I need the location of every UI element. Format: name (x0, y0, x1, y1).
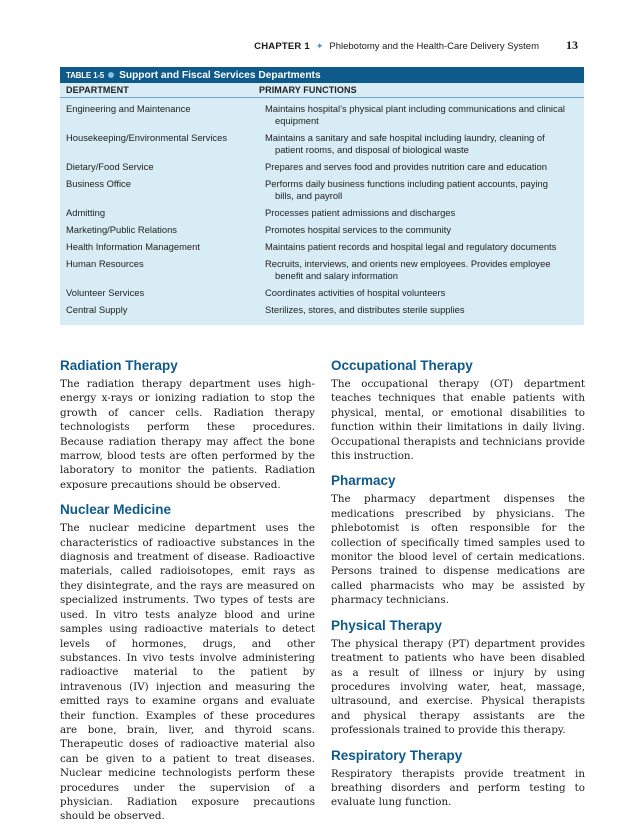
department-cell: Engineering and Maintenance (66, 103, 191, 114)
table-number: TABLE 1-5 (66, 70, 105, 80)
table-title: Support and Fiscal Services Departments (119, 69, 321, 81)
physical-therapy-text: The physical therapy (PT) department provides treatment to patients who have been disabled as a result of illness or injury by using procedures involving water, heat, massage, ultrasound, and exercise. Physical therapists and physical therapy assistants are the professionals trained to provide this therapy. (331, 637, 585, 737)
table-header-row (60, 83, 584, 98)
function-cell: Processes patient admissions and discharges (265, 207, 456, 218)
table-row (60, 161, 584, 173)
separator-icon: ✦ (315, 41, 324, 51)
chapter-label: CHAPTER 1 (254, 41, 310, 52)
table-row (60, 304, 584, 316)
department-cell: Central Supply (66, 304, 128, 315)
department-cell: Health Information Management (66, 241, 200, 252)
table-row (60, 103, 584, 127)
physical-therapy-heading: Physical Therapy (331, 617, 443, 633)
bullet-icon (108, 72, 114, 78)
pharmacy-heading: Pharmacy (331, 473, 396, 489)
right-column (331, 358, 585, 810)
occupational-therapy-text: The occupational therapy (OT) department teaches techniques that enable patients with physical, mental, or emotional disabilities to function within their limitations in daily living. Occupational therapists and technicians provide this instruction. (331, 378, 585, 463)
table-row (60, 258, 584, 282)
column-header-functions: PRIMARY FUNCTIONS (259, 85, 357, 95)
chapter-title: Phlebotomy and the Health-Care Delivery System (329, 41, 539, 52)
department-cell: Housekeeping/Environmental Services (66, 132, 228, 143)
function-cell: Prepares and serves food and provides nutrition care and education (265, 161, 547, 172)
department-cell: Marketing/Public Relations (66, 224, 177, 235)
department-cell: Volunteer Services (66, 287, 145, 298)
nuclear-medicine-text: The nuclear medicine department uses the characteristics of radioactive substances in the diagnosis and treatment of disease. Radioactive materials, called radioisotopes, emit rays as they disintegrate, and the rays are measured on specialized instruments. Two types of tests are used. In vitro tests analyze blood and urine samples using radioactive materials to detect levels of hormones, drugs, and other substances. In vivo tests involve administering radioactive material to the patient by intravenous (IV) injection and measuring the emitted rays to examine organs and evaluate their function. Examples of these procedures are bone, brain, liver, and thyroid scans. Therapeutic doses of radioactive material also can be given to a patient to treat diseases. Nuclear medicine technologists perform these procedures under the supervision of a physician. Radiation exposure precautions should be observed. (60, 522, 315, 823)
function-cell: Promotes hospital services to the community (265, 224, 452, 235)
table-row (60, 287, 584, 299)
pharmacy-text: The pharmacy department dispenses the medications prescribed by physicians. The phlebotomist is often responsible for the collection of specifically timed samples used to monitor the blood level of certain medications. Persons trained to dispense medications are called pharmacists who may be assisted by pharmacy technicians. (331, 493, 585, 607)
function-cell: Maintains a sanitary and safe hospital including laundry, cleaning of patient rooms, and disposal of biological waste (265, 132, 545, 155)
table-body (60, 98, 584, 316)
column-header-department: DEPARTMENT (66, 85, 129, 95)
function-cell: Recruits, interviews, and orients new employees. Provides employee benefit and salary information (265, 258, 551, 281)
departments-table (60, 67, 584, 325)
table-row (60, 178, 584, 202)
running-header (60, 38, 578, 52)
nuclear-medicine-heading: Nuclear Medicine (60, 502, 172, 518)
occupational-therapy-heading: Occupational Therapy (331, 358, 473, 373)
table-row (60, 224, 584, 236)
table-row (60, 241, 584, 253)
function-cell: Coordinates activities of hospital volunteers (265, 287, 446, 298)
radiation-therapy-heading: Radiation Therapy (60, 358, 178, 373)
department-cell: Dietary/Food Service (66, 161, 154, 172)
left-column (60, 358, 315, 824)
function-cell: Sterilizes, stores, and distributes sterile supplies (265, 304, 465, 315)
department-cell: Admitting (66, 207, 106, 218)
radiation-therapy-text: The radiation therapy department uses high-energy x-rays or ionizing radiation to stop the growth of cancer cells. Radiation therapy technologists perform these procedures. Because radiation therapy may affect the bone marrow, blood tests are often performed by the laboratory to monitor the patients. Radiation exposure precautions should be observed. (60, 378, 315, 491)
department-cell: Business Office (66, 178, 131, 189)
table-row (60, 132, 584, 156)
table-title-bar (60, 67, 584, 83)
respiratory-therapy-heading: Respiratory Therapy (331, 747, 463, 763)
respiratory-therapy-text: Respiratory therapists provide treatment in breathing disorders and perform testing to evaluate lung function. (331, 767, 585, 809)
department-cell: Human Resources (66, 258, 144, 269)
function-cell: Maintains patient records and hospital legal and regulatory documents (265, 241, 557, 252)
function-cell: Maintains hospital’s physical plant including communications and clinical equipment (265, 103, 565, 126)
table-row (60, 207, 584, 219)
page-number: 13 (566, 38, 578, 52)
function-cell: Performs daily business functions including patient accounts, paying bills, and payroll (265, 178, 548, 201)
